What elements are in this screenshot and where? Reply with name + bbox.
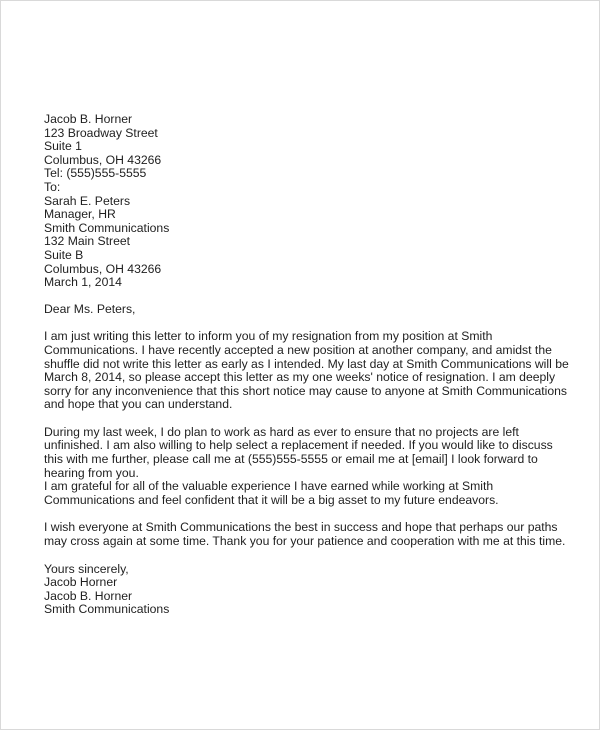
paragraph-1 [44,329,569,412]
signer-name: Jacob Horner [44,575,118,590]
resignation-letter [44,112,569,617]
recipient-city: Columbus, OH 43266 [44,261,162,276]
paragraph-3-line: I wish everyone at Smith Communications the best in success and hope that perhaps our paths [44,520,558,535]
paragraph-2 [44,426,564,508]
paragraph-3-line: may cross again at some time. Thank you for your patience and cooperation with me at this time. [44,534,566,549]
salutation: Dear Ms. Peters, [44,301,136,316]
paragraph-2-line: During my last week, I do plan to work as hard as ever to ensure that no projects are left [44,424,519,439]
paragraph-1-line: sorry for any inconvenience that this short notice may cause to anyone at Smith Communications [44,383,567,398]
paragraph-2-line: I am grateful for all of the valuable experience I have earned while working at Smith [44,479,494,494]
recipient-title: Manager, HR [44,207,116,222]
paragraph-2-line: unfinished. I am also willing to help select a replacement if needed. If you would like to discuss [44,438,553,453]
valediction: Yours sincerely, [44,561,129,576]
recipient-suite: Suite B [44,247,84,262]
sender-street: 123 Broadway Street [44,125,158,140]
sender-tel: Tel: (555)555-5555 [44,166,147,181]
paragraph-1-line: March 8, 2014, so please accept this letter as my one weeks' notice of resignation. I am deeply [44,370,556,385]
paragraph-2-line: hearing from you. [44,465,139,480]
recipient-address [44,181,564,290]
paragraph-1-line: shuffle did not write this letter as early as I intended. My last day at Smith Communications will be [44,356,569,371]
paragraph-1-line: I am just writing this letter to inform you of my resignation from my position at Smith [44,329,493,344]
signer-company: Smith Communications [44,602,170,617]
paragraph-3 [44,521,564,548]
recipient-name: Sarah E. Peters [44,193,131,208]
recipient-street: 132 Main Street [44,234,131,249]
sender-name: Jacob B. Horner [44,112,133,126]
paragraph-1-line: Communications. I have recently accepted a new position at another company, and amidst the [44,342,552,357]
recipient-company: Smith Communications [44,220,170,235]
closing-block [44,563,564,617]
letter-date: March 1, 2014 [44,275,122,290]
paragraph-2-line: this with me further, please call me at (555)555-5555 or email me at [email] I look forward to [44,452,538,467]
to-label: To: [44,179,61,194]
paragraph-2-line: Communications and feel confident that it will be a big asset to my future endeavors. [44,492,499,507]
sender-suite: Suite 1 [44,139,82,154]
paragraph-1-line: and hope that you can understand. [44,397,233,412]
sender-address [44,113,564,181]
sender-city: Columbus, OH 43266 [44,152,162,167]
signer-full-name: Jacob B. Horner [44,588,133,603]
